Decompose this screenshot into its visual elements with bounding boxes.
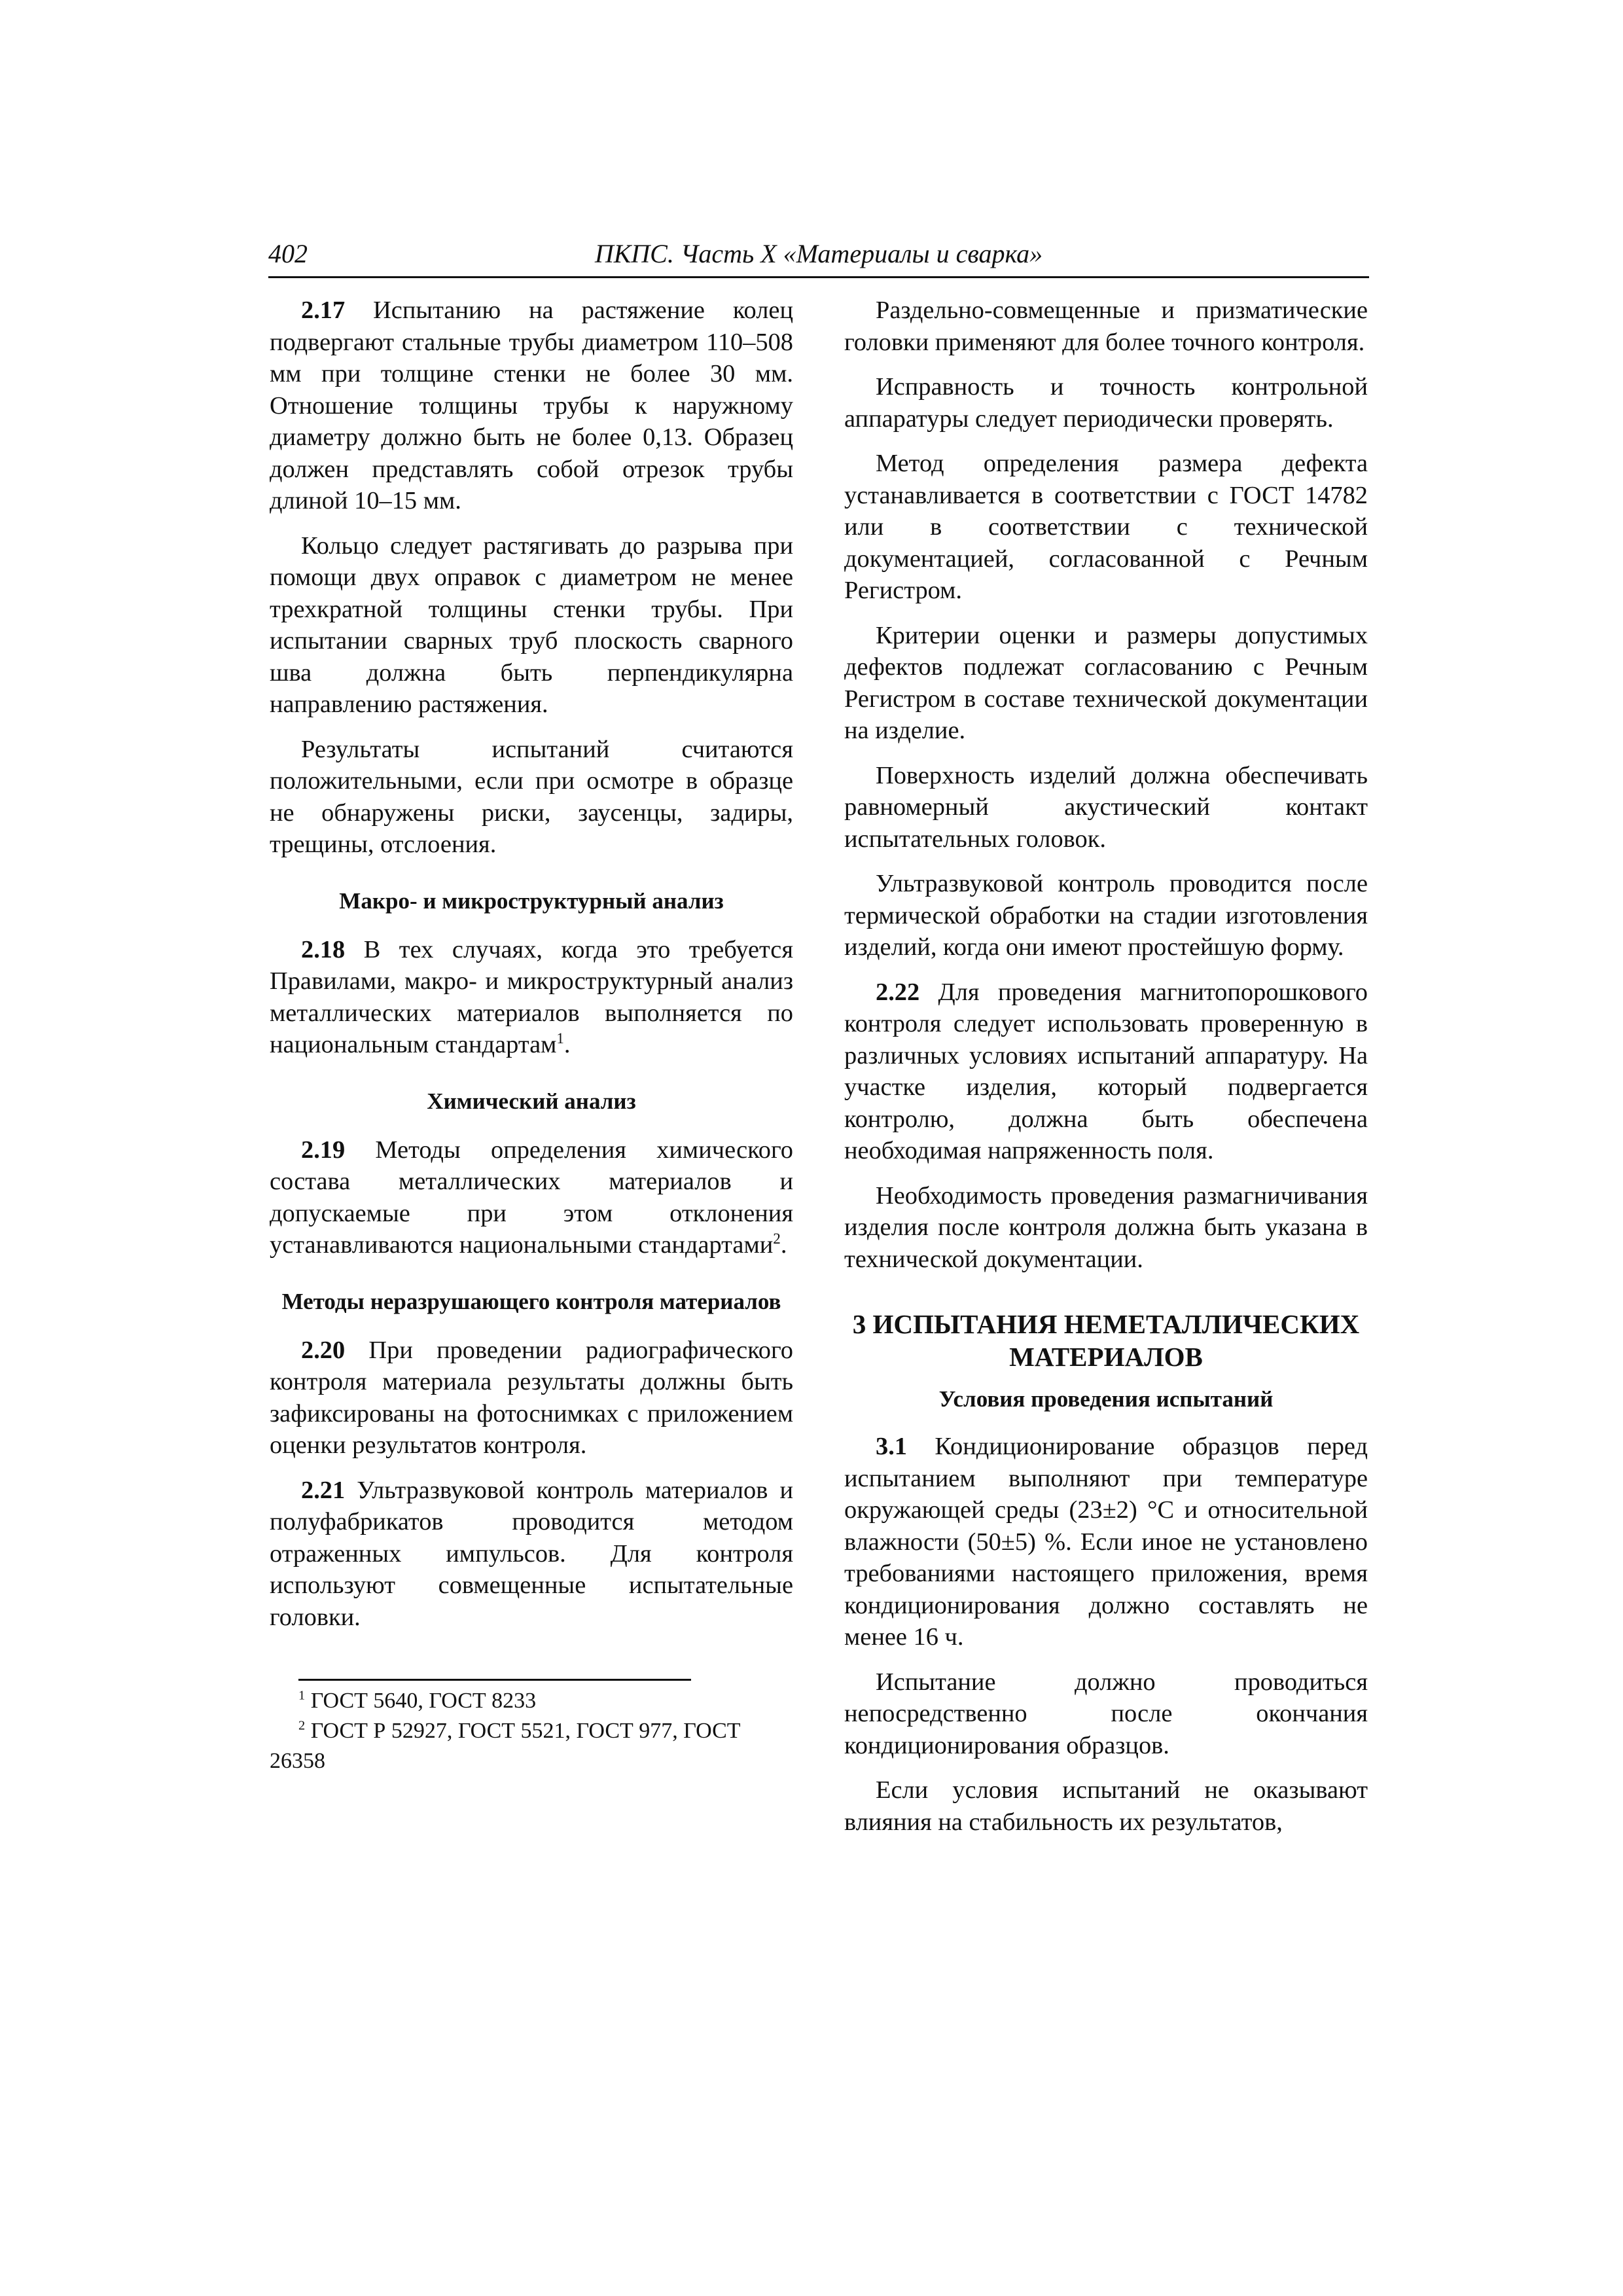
paragraph-text: Испытанию на растяжение колец подвергают стальные трубы диаметром 110–508 мм при толщине стенки не более 30 мм. Отношение толщины трубы к наружному диаметру должно быть не более 0,13. Образец должен представлять собой отрезок трубы длиной 10–15 мм. <box>270 296 793 514</box>
paragraph-text: Кондиционирование образцов перед испытанием выполняют при температуре окружающей среды (23±2) °С и относительной влажности (50±5) %. Если иное не установлено требованиями настоящего приложения, время кондиционирования должно составлять не менее 16 ч. <box>844 1433 1368 1651</box>
running-title: ПКПС. Часть X «Материалы и сварка» <box>594 239 1043 268</box>
heading-macro-analysis: Макро- и микроструктурный анализ <box>339 888 724 914</box>
right-column <box>844 295 1368 1851</box>
clause-number: 2.20 <box>301 1336 346 1364</box>
footnote-ref: 1 <box>556 1030 564 1047</box>
paragraph-ultrasonic-stage: Ультразвуковой контроль проводится после термической обработки на стадии изготовления изделий, когда они имеют простейшую форму. <box>844 870 1368 961</box>
paragraph-2-17-results: Результаты испытаний считаются положительными, если при осмотре в образце не обнаружены риски, заусенцы, задиры, трещины, отслоения. <box>270 735 793 858</box>
footnote-text: ГОСТ 5640, ГОСТ 8233 <box>305 1689 537 1713</box>
footnote-text: ГОСТ Р 52927, ГОСТ 5521, ГОСТ 977, ГОСТ 26358 <box>270 1719 741 1773</box>
heading-test-conditions: Условия проведения испытаний <box>938 1386 1274 1412</box>
paragraph-equipment-check: Исправность и точность контрольной аппаратуры следует периодически проверять. <box>844 373 1368 433</box>
footnote-ref: 2 <box>773 1230 781 1247</box>
paragraph-probes: Раздельно-совмещенные и призматические головки применяют для более точного контроля. <box>844 296 1368 356</box>
heading-chemical-analysis: Химический анализ <box>427 1088 636 1114</box>
heading-ndt-methods: Методы неразрушающего контроля материалов <box>281 1288 781 1314</box>
clause-number: 3.1 <box>876 1433 907 1460</box>
paragraph-2-22 <box>844 977 1368 1167</box>
footnotes <box>270 1679 793 1776</box>
paragraph-demagnetization: Необходимость проведения размагничивания изделия после контроля должна быть указана в технической документации. <box>844 1181 1368 1273</box>
clause-number: 2.18 <box>301 935 346 963</box>
section-3-title: 3 ИСПЫТАНИЯ НЕМЕТАЛЛИЧЕСКИХ МАТЕРИАЛОВ <box>852 1309 1360 1372</box>
paragraph-2-19 <box>270 1134 793 1261</box>
paragraph-2-21 <box>270 1475 793 1634</box>
footnote-2 <box>270 1716 793 1776</box>
footnote-mark: 2 <box>298 1718 306 1733</box>
paragraph-2-17 <box>270 295 793 517</box>
clause-number: 2.19 <box>301 1136 346 1164</box>
paragraph-defect-size: Метод определения размера дефекта устанавливается в соответствии с ГОСТ 14782 или в соответствии с технической документацией, согласованной с Речным Регистром. <box>844 450 1368 604</box>
paragraph-end: . <box>563 1031 571 1058</box>
paragraph-test-timing: Испытание должно проводиться непосредственно после окончания кондиционирования образцов. <box>844 1668 1368 1759</box>
paragraph-surface: Поверхность изделий должна обеспечивать равномерный акустический контакт испытательных головок. <box>844 761 1368 853</box>
paragraph-text: При проведении радиографического контроля материала результаты должны быть зафиксированы на фотоснимках с приложением оценки результатов контроля. <box>270 1336 793 1459</box>
paragraph-3-1 <box>844 1431 1368 1653</box>
left-column <box>270 295 793 1776</box>
clause-number: 2.21 <box>301 1476 346 1504</box>
paragraph-text: Для проведения магнитопорошкового контроля следует использовать проверенную в различных условиях испытаний аппаратуру. На участке изделия, который подвергается контролю, должна быть обеспечена необходимая напряженность поля. <box>844 978 1368 1164</box>
paragraph-text: Ультразвуковой контроль материалов и полуфабрикатов проводится методом отраженных импульсов. Для контроля используют совмещенные испытательные головки. <box>270 1476 793 1631</box>
paragraph-2-18 <box>270 934 793 1061</box>
footnote-divider <box>298 1679 691 1681</box>
paragraph-2-20 <box>270 1335 793 1462</box>
clause-number: 2.22 <box>876 978 920 1006</box>
footnote-mark: 1 <box>298 1688 306 1703</box>
paragraph-criteria: Критерии оценки и размеры допустимых дефектов подлежат согласованию с Речным Регистром в составе технической документации на изделие. <box>844 621 1368 744</box>
clause-number: 2.17 <box>301 296 346 324</box>
footnote-1 <box>270 1686 793 1716</box>
paragraph-2-17-ring: Кольцо следует растягивать до разрыва при помощи двух оправок с диаметром не менее трехкратной толщины стенки трубы. При испытании сварных труб плоскость сварного шва должна быть перпендикулярна направлению растяжения. <box>270 531 793 718</box>
paragraph-text: В тех случаях, когда это требуется Правилами, макро- и микроструктурный анализ металлических материалов выполняется по национальным стандартам <box>270 935 793 1058</box>
paragraph-conditions-influence: Если условия испытаний не оказывают влияния на стабильность их результатов, <box>844 1776 1368 1836</box>
page-number: 402 <box>268 239 308 268</box>
paragraph-end: . <box>780 1231 787 1259</box>
paragraph-text: Методы определения химического состава металлических материалов и допускаемые при этом отклонения устанавливаются национальными стандартами <box>270 1136 793 1259</box>
page-header <box>268 233 1369 278</box>
